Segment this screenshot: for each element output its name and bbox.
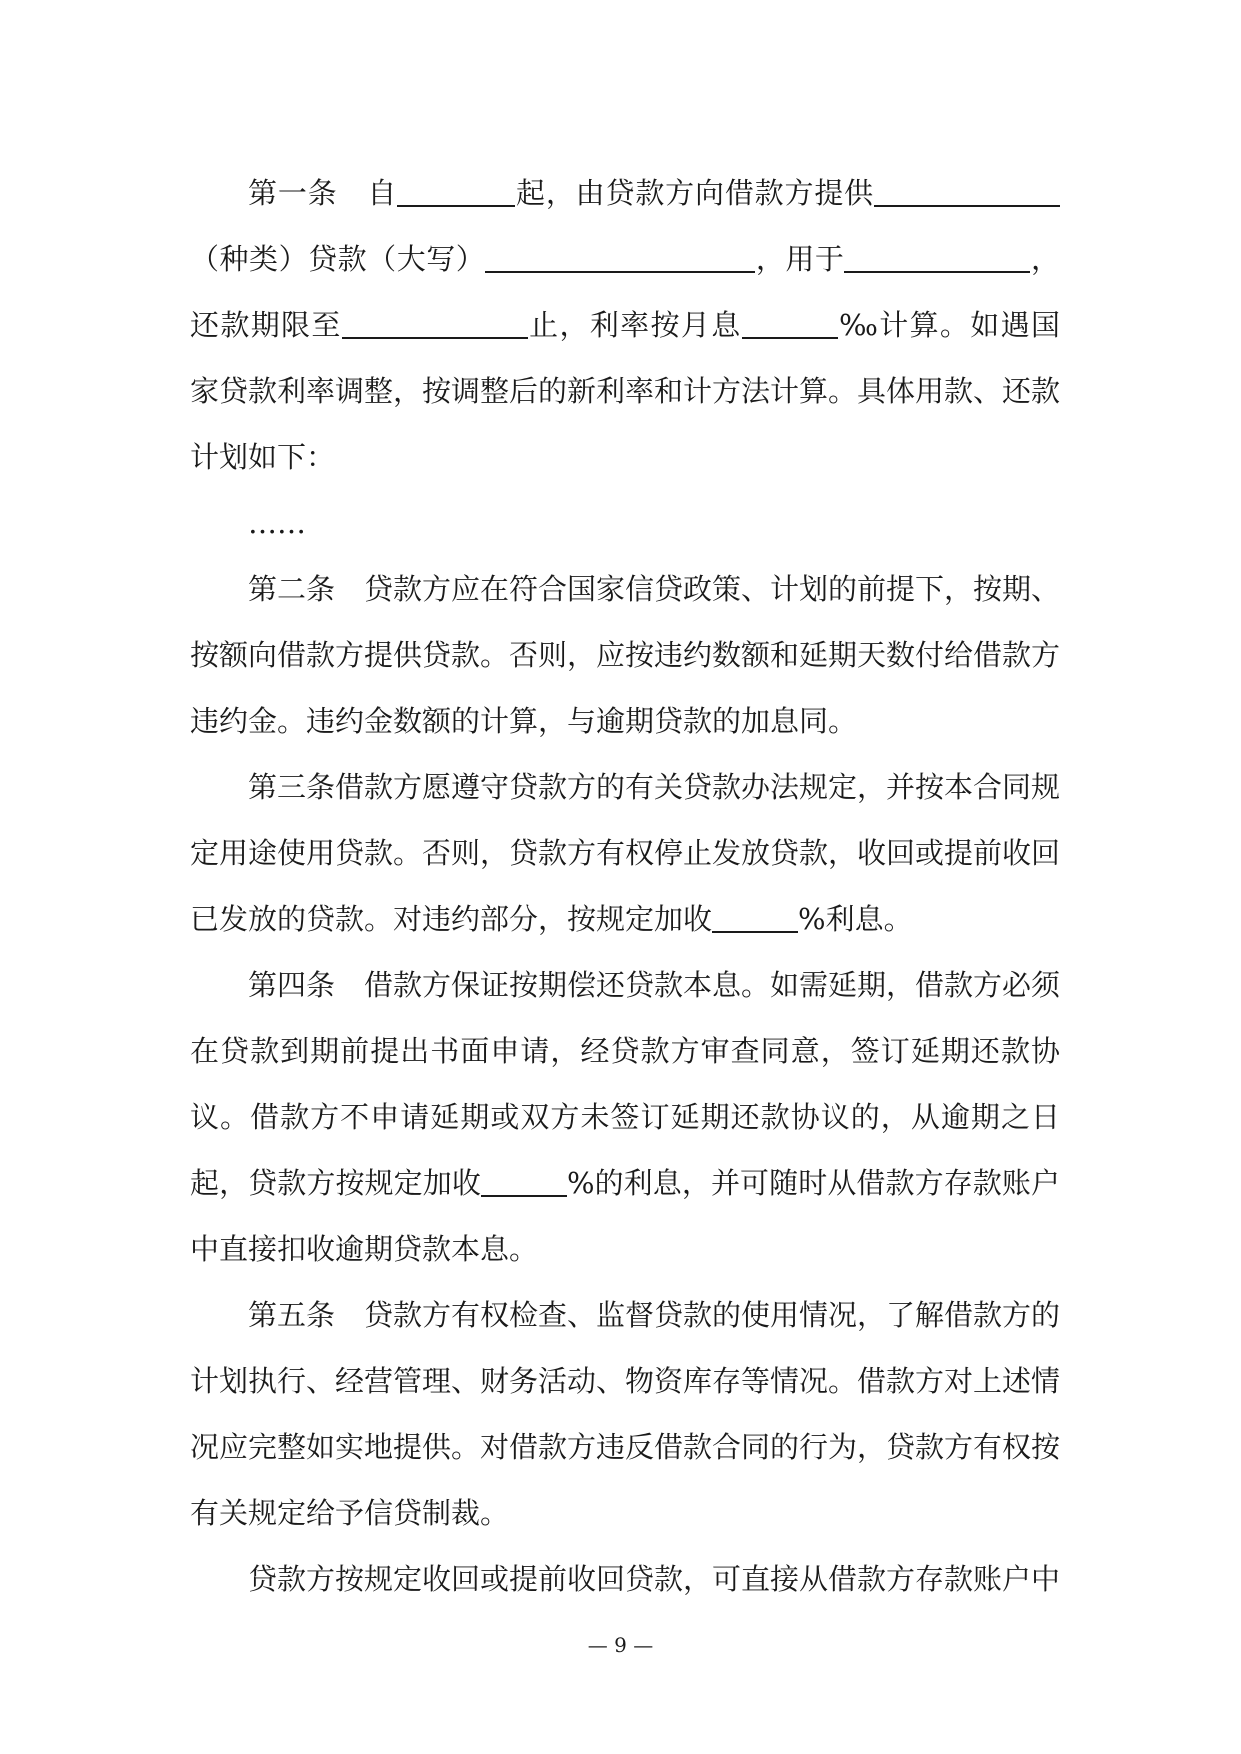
loan-amount-blank bbox=[485, 241, 755, 273]
ellipsis: …… bbox=[248, 506, 306, 540]
article-1: 第一条 自 起，由贷款方向借款方提供（种类）贷款（大写） ，用于 ，还款期限至 止，利率按月息 ‰计算。如遇国家贷款利率调整，按调整后的新利率和计方法计算。具体用款、还款计划如下： bbox=[190, 176, 1061, 474]
page-number: — 9 — bbox=[587, 1633, 654, 1657]
overdue-rate-blank bbox=[481, 1165, 567, 1197]
article-5-continued: 贷款方按规定收回或提前收回贷款，可直接从借款方存款账户中 bbox=[248, 1562, 1061, 1596]
article-4: 第四条 借款方保证按期偿还贷款本息。如需延期，借款方必须在贷款到期前提出书面申请，经贷款方审查同意，签订延期还款协议。借款方不申请延期或双方未签订延期还款协议的，从逾期之日起，贷款方按规定加收 %的利息，并可随时从借款方存款账户中直接扣收逾期贷款本息。 bbox=[190, 968, 1061, 1266]
article-5: 第五条 贷款方有权检查、监督贷款的使用情况，了解借款方的计划执行、经营管理、财务活动、物资库存等情况。借款方对上述情况应完整如实地提供。对借款方违反借款合同的行为，贷款方有权按有关规定给予信贷制裁。 bbox=[190, 1298, 1061, 1530]
start-date-blank bbox=[397, 175, 515, 207]
repayment-deadline-blank bbox=[342, 307, 528, 339]
article-2: 第二条 贷款方应在符合国家信贷政策、计划的前提下，按期、按额向借款方提供贷款。否则，应按违约数额和延期天数付给借款方违约金。违约金数额的计算，与逾期贷款的加息同。 bbox=[190, 572, 1061, 738]
contract-body bbox=[190, 160, 1060, 1612]
loan-type-blank bbox=[874, 175, 1060, 207]
monthly-rate-blank bbox=[742, 307, 838, 339]
article-3: 第三条借款方愿遵守贷款方的有关贷款办法规定，并按本合同规定用途使用贷款。否则，贷款方有权停止发放贷款，收回或提前收回已发放的贷款。对违约部分，按规定加收 %利息。 bbox=[190, 770, 1061, 936]
loan-purpose-blank bbox=[844, 241, 1030, 273]
penalty-rate-blank bbox=[712, 901, 798, 933]
